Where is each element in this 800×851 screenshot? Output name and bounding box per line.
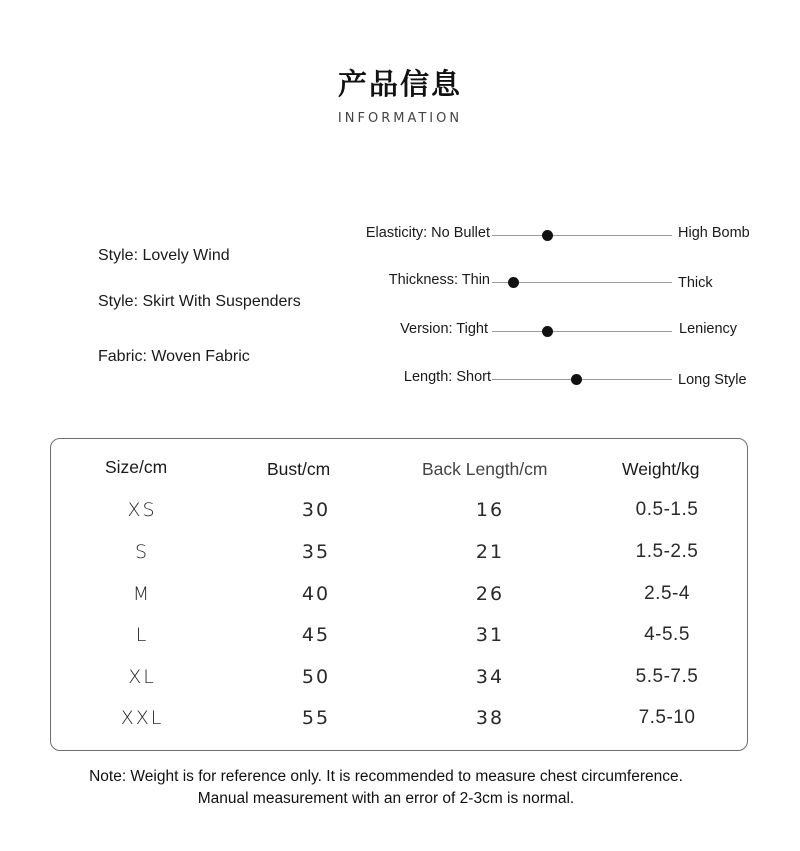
scale-left-label: Thickness: Thin xyxy=(388,272,490,288)
scale-indicator xyxy=(571,374,582,385)
scale-left-label: Elasticity: No Bullet xyxy=(365,225,490,241)
scale-right-label: Long Style xyxy=(678,372,747,388)
table-cell: XS xyxy=(127,499,157,521)
scale-indicator xyxy=(542,230,553,241)
attribute-fabric: Fabric: Woven Fabric xyxy=(98,348,250,365)
column-header-size: Size/cm xyxy=(105,457,168,477)
table-cell: XXL xyxy=(120,707,164,729)
table-cell: 40 xyxy=(301,583,331,605)
attribute-style-1: Style: Lovely Wind xyxy=(98,247,230,264)
column-header-weight: Weight/kg xyxy=(622,459,700,479)
table-cell: 21 xyxy=(475,541,505,563)
table-cell: 1.5-2.5 xyxy=(635,541,699,562)
column-header-bust: Bust/cm xyxy=(267,459,331,479)
note-line-1: Note: Weight is for reference only. It is recommended to measure chest circumference. xyxy=(89,768,683,785)
table-cell: 4-5.5 xyxy=(644,624,690,645)
scale-length xyxy=(0,369,800,393)
table-cell: L xyxy=(135,624,149,646)
column-header-back-length: Back Length/cm xyxy=(422,459,548,479)
table-cell: 55 xyxy=(301,707,331,729)
table-cell: 45 xyxy=(301,624,331,646)
scale-elasticity xyxy=(0,225,800,249)
table-cell: 16 xyxy=(475,499,505,521)
table-cell: 35 xyxy=(301,541,331,563)
scale-thickness xyxy=(0,272,800,296)
scale-track xyxy=(492,331,672,332)
table-cell: 26 xyxy=(475,583,505,605)
table-cell: 5.5-7.5 xyxy=(635,666,699,687)
scale-indicator xyxy=(542,326,553,337)
table-cell: 31 xyxy=(475,624,505,646)
note-line-2: Manual measurement with an error of 2-3cm is normal. xyxy=(197,790,575,807)
table-cell: 7.5-10 xyxy=(638,707,696,728)
scale-right-label: Leniency xyxy=(679,321,738,337)
scale-indicator xyxy=(508,277,519,288)
table-cell: M xyxy=(132,583,152,605)
scale-right-label: Thick xyxy=(678,275,713,291)
table-cell: 0.5-1.5 xyxy=(635,499,699,520)
table-cell: 38 xyxy=(475,707,505,729)
page-subtitle: INFORMATION xyxy=(337,111,463,126)
attribute-style-2: Style: Skirt With Suspenders xyxy=(98,293,301,310)
page-title: 产品信息 xyxy=(337,67,462,101)
scale-right-label: High Bomb xyxy=(678,225,750,241)
scale-track xyxy=(492,235,672,236)
table-cell: 2.5-4 xyxy=(644,583,690,604)
table-cell: 34 xyxy=(475,666,505,688)
table-cell: XL xyxy=(128,666,156,688)
scale-left-label: Version: Tight xyxy=(400,321,488,337)
table-cell: 30 xyxy=(301,499,331,521)
table-cell: S xyxy=(134,541,150,563)
scale-version xyxy=(0,321,800,345)
scale-left-label: Length: Short xyxy=(403,369,491,385)
table-cell: 50 xyxy=(301,666,331,688)
